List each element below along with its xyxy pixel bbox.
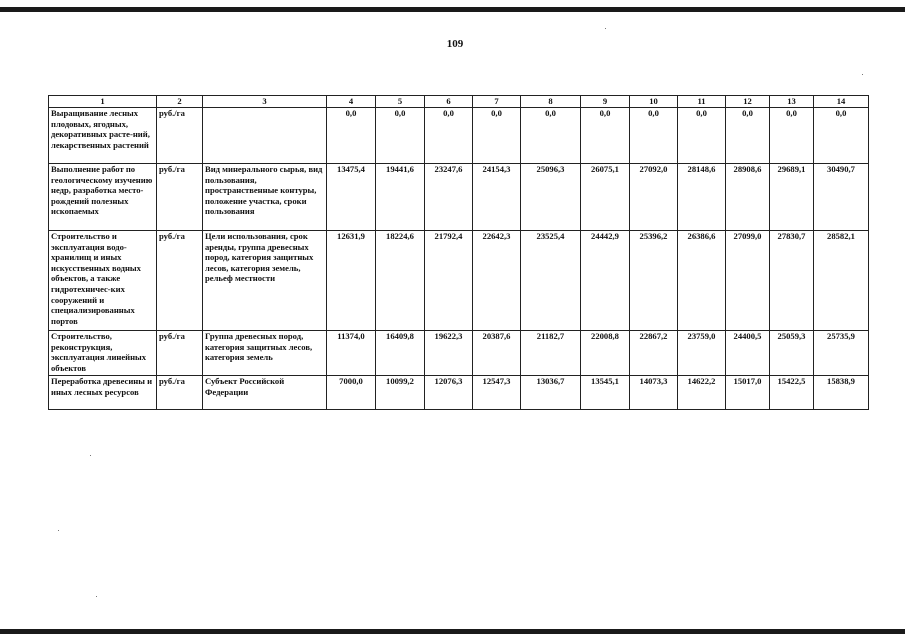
table-row [49, 331, 869, 376]
value-cell: 23247,6 [425, 164, 473, 231]
value-cell: 0,0 [726, 108, 770, 164]
value-cell: 21792,4 [425, 231, 473, 331]
unit-cell: руб./га [157, 164, 203, 231]
value-cell: 22642,3 [473, 231, 521, 331]
value-cell: 25735,9 [814, 331, 869, 376]
table-row [49, 164, 869, 231]
factors-cell: Субъект Российской Федерации [203, 376, 327, 410]
value-cell: 19622,3 [425, 331, 473, 376]
activity-cell: Строительство и эксплуатация водо-хранилищ и иных искусственных водных объектов, а также гидротехничес-ких сооружений и специализированных портов [49, 231, 157, 331]
value-cell: 26075,1 [581, 164, 630, 231]
value-cell: 28908,6 [726, 164, 770, 231]
value-cell: 27099,0 [726, 231, 770, 331]
value-cell: 13545,1 [581, 376, 630, 410]
value-cell: 24400,5 [726, 331, 770, 376]
value-cell: 22867,2 [630, 331, 678, 376]
value-cell: 7000,0 [327, 376, 376, 410]
value-cell: 18224,6 [376, 231, 425, 331]
value-cell: 25096,3 [521, 164, 581, 231]
value-cell: 12631,9 [327, 231, 376, 331]
factors-cell: Цели использования, срок аренды, группа древесных пород, категория защитных лесов, категория земель, рельеф местности [203, 231, 327, 331]
unit-cell: руб./га [157, 376, 203, 410]
value-cell: 29689,1 [770, 164, 814, 231]
value-cell: 15838,9 [814, 376, 869, 410]
column-header: 5 [376, 96, 425, 108]
factors-cell [203, 108, 327, 164]
column-header: 2 [157, 96, 203, 108]
column-header: 1 [49, 96, 157, 108]
column-header: 6 [425, 96, 473, 108]
table-row [49, 231, 869, 331]
value-cell: 30490,7 [814, 164, 869, 231]
value-cell: 10099,2 [376, 376, 425, 410]
value-cell: 23525,4 [521, 231, 581, 331]
value-cell: 28582,1 [814, 231, 869, 331]
page-number: 109 [446, 38, 464, 50]
value-cell: 19441,6 [376, 164, 425, 231]
unit-cell: руб./га [157, 231, 203, 331]
value-cell: 0,0 [425, 108, 473, 164]
value-cell: 15422,5 [770, 376, 814, 410]
table-row [49, 108, 869, 164]
column-header: 9 [581, 96, 630, 108]
value-cell: 12547,3 [473, 376, 521, 410]
value-cell: 14073,3 [630, 376, 678, 410]
column-header: 14 [814, 96, 869, 108]
value-cell: 26386,6 [678, 231, 726, 331]
value-cell: 12076,3 [425, 376, 473, 410]
value-cell: 27830,7 [770, 231, 814, 331]
value-cell: 20387,6 [473, 331, 521, 376]
column-header: 3 [203, 96, 327, 108]
value-cell: 21182,7 [521, 331, 581, 376]
value-cell: 25396,2 [630, 231, 678, 331]
value-cell: 14622,2 [678, 376, 726, 410]
column-header: 7 [473, 96, 521, 108]
table-header-row [49, 96, 869, 108]
table-row [49, 376, 869, 410]
value-cell: 0,0 [814, 108, 869, 164]
unit-cell: руб./га [157, 108, 203, 164]
activity-cell: Выращивание лесных плодовых, ягодных, декоративных расте-ний, лекарственных растений [49, 108, 157, 164]
value-cell: 27092,0 [630, 164, 678, 231]
unit-cell: руб./га [157, 331, 203, 376]
value-cell: 22008,8 [581, 331, 630, 376]
column-header: 13 [770, 96, 814, 108]
value-cell: 15017,0 [726, 376, 770, 410]
value-cell: 0,0 [376, 108, 425, 164]
column-header: 4 [327, 96, 376, 108]
column-header: 8 [521, 96, 581, 108]
column-header: 10 [630, 96, 678, 108]
factors-cell: Вид минерального сырья, вид пользования, пространственные контуры, положение участка, сроки пользования [203, 164, 327, 231]
scan-speck [58, 530, 59, 531]
value-cell: 0,0 [770, 108, 814, 164]
factors-cell: Группа древесных пород, категория защитных лесов, категория земель [203, 331, 327, 376]
value-cell: 0,0 [327, 108, 376, 164]
scan-speck [90, 455, 91, 456]
scan-speck [96, 596, 97, 597]
value-cell: 0,0 [630, 108, 678, 164]
value-cell: 0,0 [581, 108, 630, 164]
value-cell: 24442,9 [581, 231, 630, 331]
value-cell: 13036,7 [521, 376, 581, 410]
value-cell: 0,0 [678, 108, 726, 164]
value-cell: 24154,3 [473, 164, 521, 231]
activity-cell: Строительство, реконструкция, эксплуатация линейных объектов [49, 331, 157, 376]
scan-border-top [0, 7, 905, 12]
value-cell: 16409,8 [376, 331, 425, 376]
scan-speck [605, 28, 606, 29]
value-cell: 0,0 [521, 108, 581, 164]
value-cell: 28148,6 [678, 164, 726, 231]
column-header: 12 [726, 96, 770, 108]
activity-cell: Выполнение работ по геологическому изучению недр, разработка место-рождений полезных ископаемых [49, 164, 157, 231]
value-cell: 11374,0 [327, 331, 376, 376]
column-header: 11 [678, 96, 726, 108]
value-cell: 0,0 [473, 108, 521, 164]
scan-speck [862, 74, 863, 75]
value-cell: 13475,4 [327, 164, 376, 231]
activity-cell: Переработка древесины и иных лесных ресурсов [49, 376, 157, 410]
value-cell: 25059,3 [770, 331, 814, 376]
tariff-table [48, 95, 869, 410]
value-cell: 23759,0 [678, 331, 726, 376]
scan-border-bottom [0, 629, 905, 634]
